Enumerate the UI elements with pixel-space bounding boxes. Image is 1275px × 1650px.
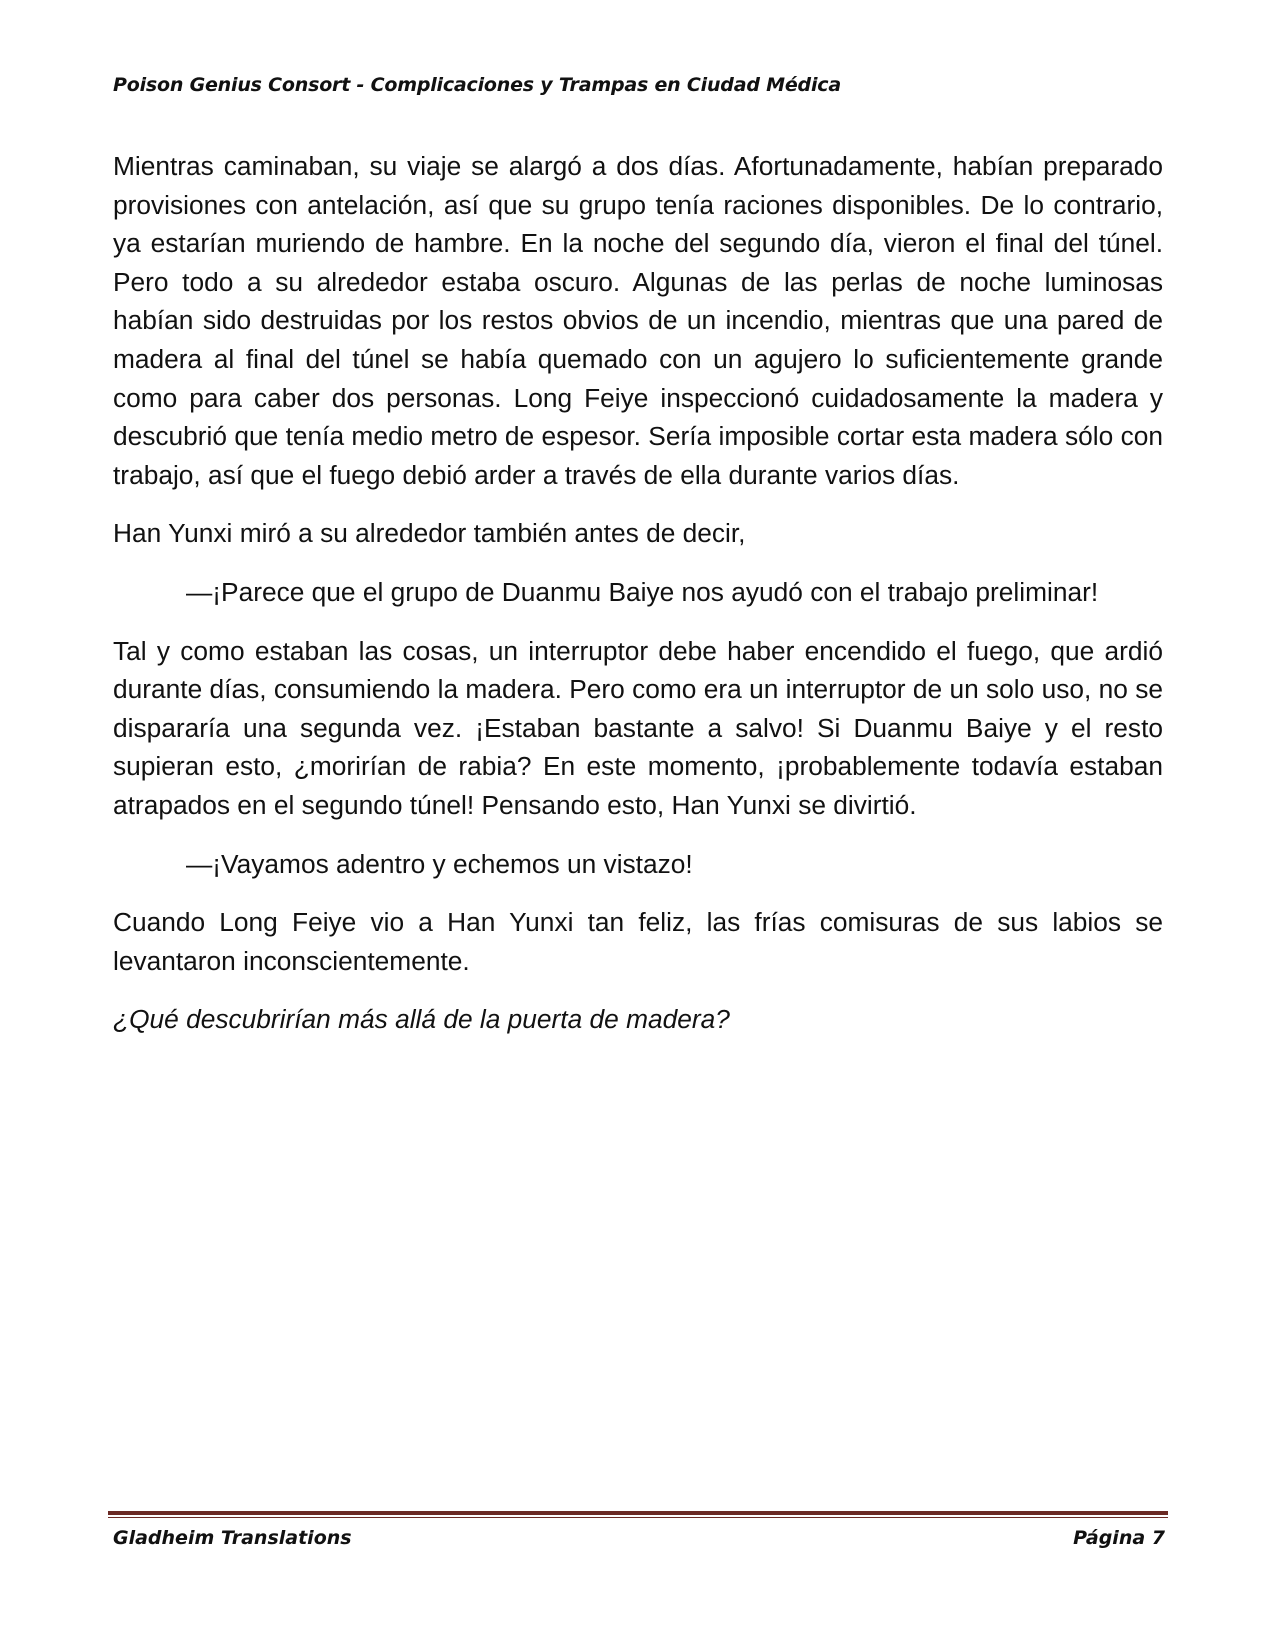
running-header-title: Poison Genius Consort - Complicaciones y Trampas en Ciudad Médica xyxy=(113,74,841,96)
paragraph-dialogue-2: —¡Vayamos adentro y echemos un vistazo! xyxy=(186,848,693,879)
paragraph-narration-1: Mientras caminaban, su viaje se alargó a dos días. Afortunadamente, habían preparado provisiones con antelación, así que su grupo tenía raciones disponibles. De lo contrario, ya estarían muriendo de hambre. En la noche del segundo día, vieron el final del túnel. Pero todo a su alrededor estaba oscuro. Algunas de las perlas de noche luminosas habían sido destruidas por los restos obvios de un incendio, mientras que una pared de madera al final del túnel se había quemado con un agujero lo suficientemente grande como para caber dos personas. Long Feiye inspeccionó cuidadosamente la madera y descubrió que tenía medio metro de espesor. Sería imposible cortar esta madera sólo con trabajo, así que el fuego debió arder a través de ella durante varios días. xyxy=(113,151,1163,490)
footer-page-number: Página 7 xyxy=(1073,1527,1165,1549)
paragraph-dialogue-1: —¡Parece que el grupo de Duanmu Baiye nos ayudó con el trabajo preliminar! xyxy=(186,576,1099,607)
footer-publisher: Gladheim Translations xyxy=(113,1527,352,1549)
paragraph-narration-2: Han Yunxi miró a su alrededor también antes de decir, xyxy=(113,518,746,549)
paragraph-narration-4: Cuando Long Feiye vio a Han Yunxi tan feliz, las frías comisuras de sus labios se levantaron inconscientemente. xyxy=(113,907,1163,976)
paragraph-narration-3: Tal y como estaban las cosas, un interruptor debe haber encendido el fuego, que ardió durante días, consumiendo la madera. Pero como era un interruptor de un solo uso, no se dispararía una segunda vez. ¡Estaban bastante a salvo! Si Duanmu Baiye y el resto supieran esto, ¿morirían de rabia? En este momento, ¡probablemente todavía estaban atrapados en el segundo túnel! Pensando esto, Han Yunxi se divirtió. xyxy=(113,635,1163,820)
footer-rule xyxy=(108,1511,1168,1515)
body-text xyxy=(113,147,1163,1059)
paragraph-closing-question: ¿Qué descubrirían más allá de la puerta de madera? xyxy=(113,1004,730,1035)
footer-rule-thin xyxy=(108,1517,1168,1518)
